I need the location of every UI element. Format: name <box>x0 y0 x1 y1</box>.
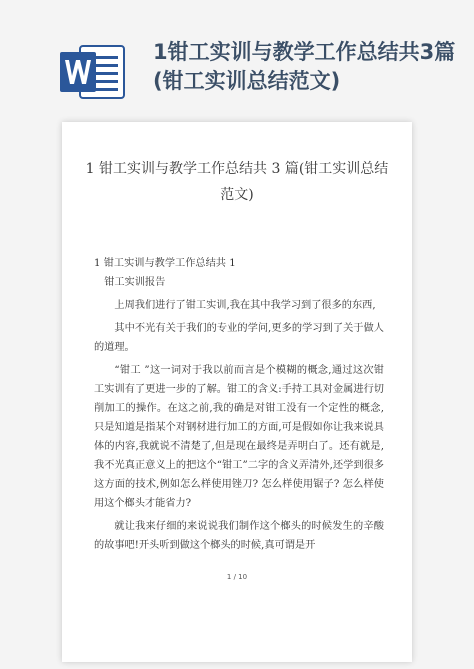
header <box>0 0 474 110</box>
paragraph: “钳工 ”这一词对于我以前而言是个模糊的概念,通过这次钳工实训有了更进一步的了解。钳工的含义:手持工具对金属进行切削加工的操作。在这之前,我的确是对钳工没有一个定性的概念,只是知道是指某个对钢材进行加工的方面,可是假如你让我来说具体的内容,我就说不清楚了,但是现在最终是弄明白了。还有就是,我不光真正意义上的把这个“钳工”二字的含义弄清外,还学到很多这方面的技术,例如怎么样使用锉刀? 怎么样使用锯子? 怎么样使用这个榔头才能省力? <box>94 365 384 509</box>
paragraph: 就让我来仔细的来说说我们制作这个榔头的时候发生的辛酸的故事吧!开头听到做这个榔头的时候,真可谓是开 <box>94 521 384 551</box>
paragraph: 其中不光有关于我们的专业的学问,更多的学习到了关于做人的道理。 <box>94 323 384 353</box>
page-title: 1 钳工实训与教学工作总结共 3 篇(钳工实训总结范文) <box>85 161 389 203</box>
paragraph: 上周我们进行了钳工实训,我在其中我学习到了很多的东西, <box>114 300 376 311</box>
section-heading: 1 钳工实训与教学工作总结共 1 <box>94 258 236 269</box>
word-icon <box>58 40 128 104</box>
document-page <box>62 122 412 662</box>
page-number: 1 / 10 <box>226 573 248 581</box>
document-title: 1钳工实训与教学工作总结共3篇(钳工实训总结范文) <box>153 40 456 93</box>
document-body <box>94 254 384 555</box>
sub-heading: 钳工实训报告 <box>104 277 166 288</box>
